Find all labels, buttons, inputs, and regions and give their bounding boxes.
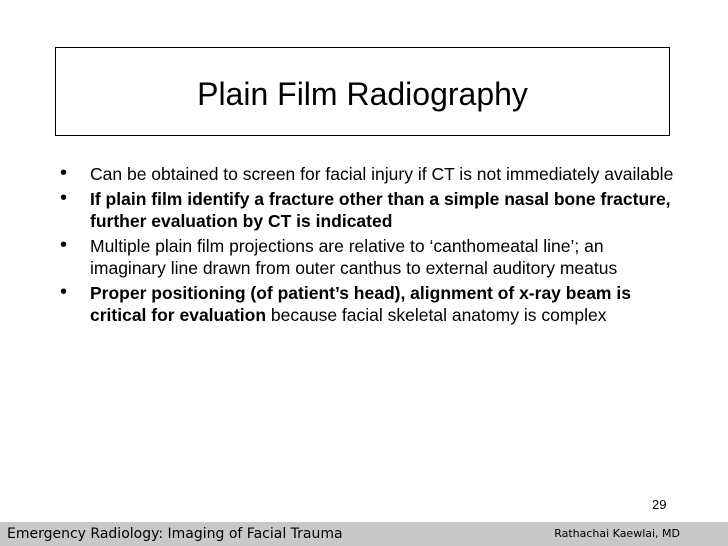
- bullet-marker: •: [60, 233, 68, 256]
- footer-bar: [0, 522, 728, 546]
- title-box: [55, 47, 670, 136]
- bullet-marker: •: [60, 162, 68, 184]
- bullet-text: Can be obtained to screen for facial injury if CT is not immediately available: [90, 164, 674, 184]
- bullet-list: [60, 163, 680, 329]
- bullet-item: [60, 235, 680, 280]
- bullet-text: because facial skeletal anatomy is complex: [266, 305, 607, 325]
- bullet-item: [60, 188, 680, 233]
- bullet-marker: •: [60, 186, 68, 209]
- slide-title: Plain Film Radiography: [197, 76, 528, 112]
- bullet-bold-text: If plain film identify a fracture other than a simple nasal bone fracture, further evaluation by CT is indicated: [90, 188, 671, 231]
- bullet-marker: •: [60, 280, 68, 303]
- bullet-item: [60, 163, 680, 186]
- footer-author: Rathachai Kaewlai, MD: [554, 527, 680, 540]
- bullet-text: Multiple plain film projections are relative to ‘canthomeatal line’; an imaginary line drawn from outer canthus to external auditory meatus: [90, 235, 618, 278]
- bullet-item: [60, 282, 680, 327]
- footer-presentation-title: Emergency Radiology: Imaging of Facial Trauma: [7, 526, 343, 542]
- page-number: 29: [652, 497, 667, 512]
- bullet-bold-text: Proper positioning (of patient’s head), alignment of x-ray beam is critical for evaluation: [90, 282, 631, 325]
